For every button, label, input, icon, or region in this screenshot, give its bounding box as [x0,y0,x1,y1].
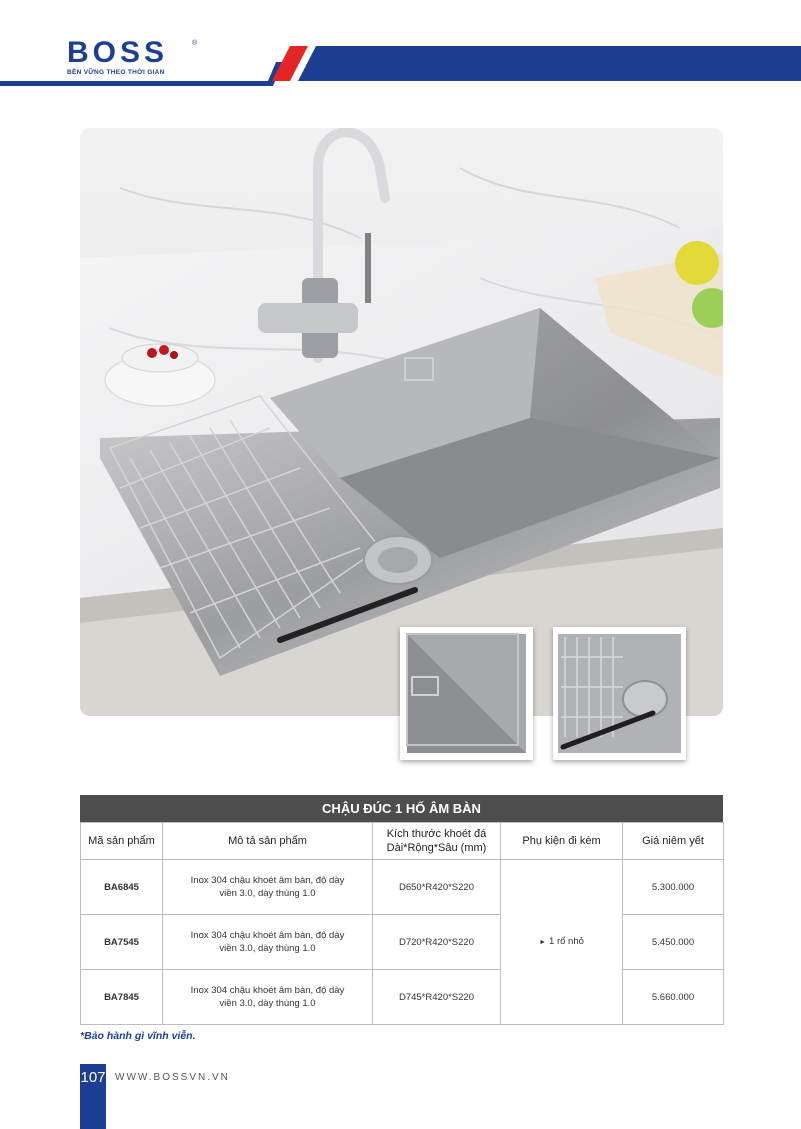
description-line: Inox 304 chậu khoét âm bàn, độ dày [190,930,345,941]
description-line: Inox 304 chậu khoét âm bàn, độ dày [190,875,345,886]
table-row [81,970,724,1025]
header-code: Mã sản phẩm [81,823,163,860]
table-row [81,915,724,970]
registered-mark: ® [192,40,198,47]
header-size [373,823,501,860]
website-link[interactable]: WWW.BOSSVN.VN [115,1072,230,1083]
product-code: BA6845 [81,860,163,915]
accessory-text: 1 rổ nhỏ [549,936,584,947]
table-header-row [81,823,724,860]
product-price: 5.660.000 [623,970,724,1025]
product-price: 5.450.000 [623,915,724,970]
product-size: D745*R420*S220 [373,970,501,1025]
header-accessories: Phụ kiện đi kèm [501,823,623,860]
product-table [80,822,724,1025]
description-line: viền 3.0, dày thùng 1.0 [219,888,316,899]
description-line: Inox 304 chậu khoét âm bàn, độ dày [190,985,345,996]
header-size-line2: Dài*Rộng*Sâu (mm) [386,842,487,854]
product-accessory [501,860,623,1025]
page-number: 107 [80,1069,106,1086]
product-description [163,970,373,1025]
table-title: CHẬU ĐÚC 1 HỐ ÂM BÀN [80,795,723,822]
page-header [0,0,801,95]
warranty-note: *Bảo hành gì vĩnh viễn. [80,1030,196,1042]
product-description [163,915,373,970]
bullet-arrow-icon: ► [539,939,547,946]
basket-closeup [553,627,686,760]
product-size: D650*R420*S220 [373,860,501,915]
basket-closeup-illustration [553,627,686,760]
brand-tagline: BỀN VỮNG THEO THỜI GIAN [67,69,165,76]
product-price: 5.300.000 [623,860,724,915]
bowl-closeup-illustration [400,627,533,760]
description-line: viền 3.0, dày thùng 1.0 [219,943,316,954]
header-price: Giá niêm yết [623,823,724,860]
header-description: Mô tả sản phẩm [163,823,373,860]
bowl-closeup [400,627,533,760]
product-code: BA7845 [81,970,163,1025]
product-code: BA7545 [81,915,163,970]
product-size: D720*R420*S220 [373,915,501,970]
header-size-line1: Kích thước khoét đá [386,828,487,840]
boss-logo [67,36,198,76]
description-line: viền 3.0, dày thùng 1.0 [219,998,316,1009]
product-description [163,860,373,915]
product-table-section [80,795,723,1025]
table-row [81,860,724,915]
brand-name: BOSS [67,36,169,69]
